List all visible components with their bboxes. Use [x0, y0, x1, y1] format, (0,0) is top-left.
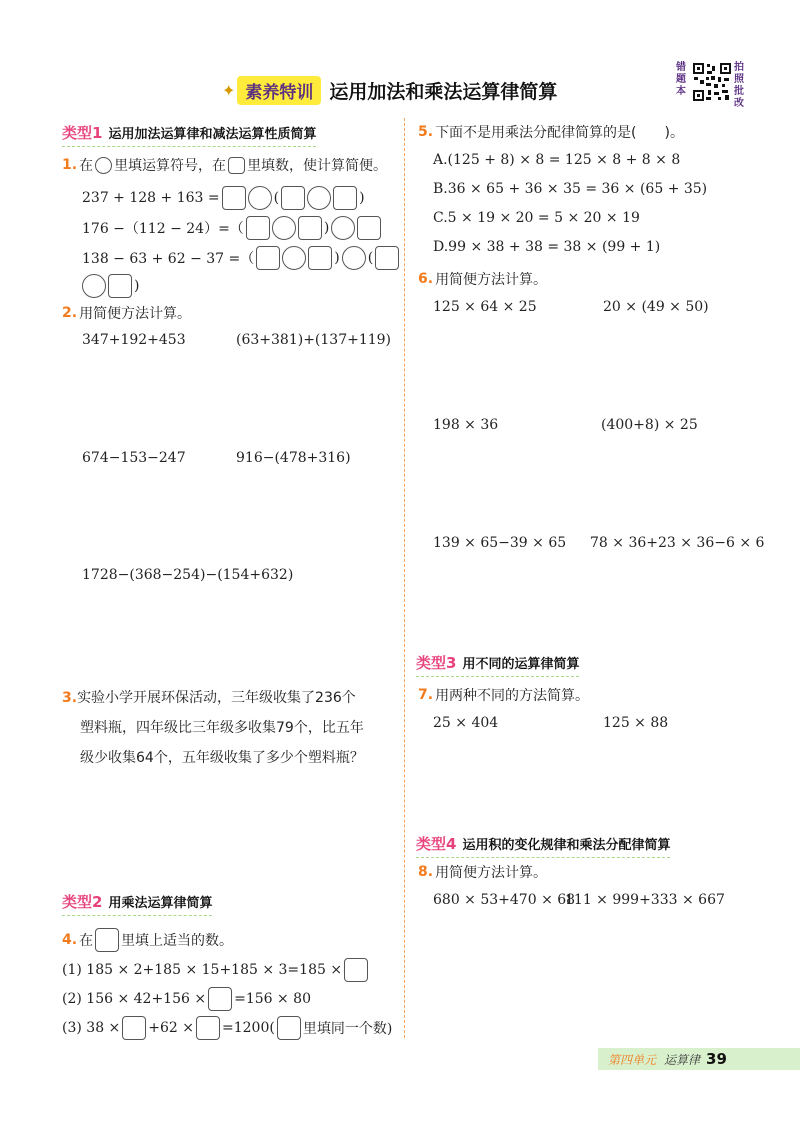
answer-square[interactable]: [222, 186, 246, 210]
operator-circle[interactable]: [82, 274, 106, 298]
q2-expression: (63+381)+(137+119): [236, 332, 392, 348]
question-number: 6.: [418, 271, 434, 287]
question-6-prompt: [418, 269, 547, 289]
prompt-text: 里填数，使计算简便。: [247, 158, 388, 174]
q6-expression: 78 × 36+23 × 36−6 × 6: [590, 535, 765, 551]
answer-square[interactable]: [108, 274, 132, 298]
expression-text: +62 ×: [148, 1020, 195, 1036]
paren: ): [359, 190, 365, 206]
paren: (: [367, 250, 374, 266]
answer-square[interactable]: [344, 958, 368, 982]
expression-text: (1) 185 × 2+185 × 15+185 × 3=185 ×: [62, 962, 343, 978]
square-blank-icon: [277, 1016, 301, 1040]
expression-text: (3) 38 ×: [62, 1020, 121, 1036]
title-text: 运用加法和乘法运算律简算: [329, 80, 558, 103]
q5-option-c[interactable]: C.5 × 19 × 20 = 5 × 20 × 19: [433, 210, 640, 226]
page-title: [222, 76, 557, 104]
question-number: 4.: [62, 932, 78, 948]
answer-square[interactable]: [281, 186, 305, 210]
expression-text: 237 + 128 + 163 =: [82, 190, 220, 206]
qr-right-label: 拍照批改: [734, 62, 744, 109]
prompt-text: 用简便方法计算。: [79, 306, 192, 322]
qr-code-icon[interactable]: [692, 62, 732, 102]
question-2-prompt: [62, 303, 191, 323]
expression-text: 138 − 63 + 62 − 37 =（: [82, 251, 255, 267]
question-8-prompt: [418, 862, 547, 882]
question-7-prompt: [418, 685, 589, 705]
q2-expression: 347+192+453: [82, 332, 186, 348]
section-name: 运用积的变化规律和乘法分配律简算: [462, 838, 671, 853]
footer-unit: 第四单元: [608, 1052, 657, 1067]
answer-square[interactable]: [375, 246, 399, 270]
answer-square[interactable]: [333, 186, 357, 210]
question-3: [62, 683, 402, 773]
q6-expression: 125 × 64 × 25: [433, 299, 537, 315]
q7-expression: 125 × 88: [603, 715, 669, 731]
operator-circle[interactable]: [331, 216, 355, 240]
question-4-prompt: [62, 928, 233, 952]
expression-text: (2) 156 × 42+156 ×: [62, 991, 207, 1007]
section-name: 用不同的运算律简算: [462, 657, 580, 672]
question-1-prompt: [62, 155, 387, 175]
section-type4: [416, 833, 670, 858]
operator-circle[interactable]: [248, 186, 272, 210]
section-name: 运用加法运算律和减法运算性质简算: [108, 127, 317, 142]
page-footer: [598, 1048, 800, 1070]
operator-circle[interactable]: [307, 186, 331, 210]
square-blank-icon: [228, 157, 245, 174]
footer-subject: 运算律: [664, 1052, 701, 1067]
prompt-text: 里填运算符号，在: [114, 158, 227, 174]
prompt-text: 塑料瓶，四年级比三年级多收集79个，比五年: [80, 720, 364, 736]
section-type3: [416, 652, 579, 677]
answer-square[interactable]: [196, 1016, 220, 1040]
question-5-prompt: [418, 122, 684, 142]
q6-expression: 20 × (49 × 50): [603, 299, 709, 315]
paren: (: [273, 190, 280, 206]
answer-square[interactable]: [308, 246, 332, 270]
circle-blank-icon: [95, 157, 112, 174]
expression-text: =156 × 80: [234, 991, 311, 1007]
square-blank-icon: [95, 928, 119, 952]
prompt-text: 实验小学开展环保活动，三年级收集了236个: [77, 690, 356, 706]
section-type2: [62, 891, 212, 916]
answer-square[interactable]: [357, 216, 381, 240]
answer-square[interactable]: [208, 987, 232, 1011]
q1-expression-1: [82, 186, 365, 210]
prompt-text: 里填上适当的数。: [121, 933, 234, 949]
prompt-text: 级少收集64个，五年级收集了多少个塑料瓶？: [80, 750, 364, 766]
q8-expression: 680 × 53+470 × 68: [433, 892, 576, 908]
q1-expression-3-cont: [82, 274, 139, 298]
question-number: 7.: [418, 687, 434, 703]
operator-circle[interactable]: [282, 246, 306, 270]
q1-expression-2: [82, 216, 381, 240]
answer-square[interactable]: [298, 216, 322, 240]
page-number: 39: [706, 1050, 727, 1068]
q1-expression-3: [82, 246, 399, 270]
q5-option-d[interactable]: D.99 × 38 + 38 = 38 × (99 + 1): [433, 239, 661, 255]
prompt-text: 在: [79, 933, 94, 949]
q8-expression: 111 × 999+333 × 667: [565, 892, 725, 908]
question-number: 2.: [62, 305, 78, 321]
qr-code-panel[interactable]: [676, 62, 746, 109]
q2-expression: 1728−(368−254)−(154+632): [82, 567, 294, 583]
sparkle-icon: ✦: [222, 80, 236, 100]
q5-option-b[interactable]: B.36 × 65 + 36 × 35 = 36 × (65 + 35): [433, 181, 708, 197]
q2-expression: 674−153−247: [82, 450, 186, 466]
q6-expression: 198 × 36: [433, 417, 499, 433]
qr-left-label: 错题本: [676, 62, 686, 97]
section-tag: 类型4: [416, 835, 457, 853]
q6-expression: 139 × 65−39 × 65: [433, 535, 567, 551]
q6-expression: (400+8) × 25: [601, 417, 698, 433]
question-number: 1.: [62, 157, 78, 173]
paren: ): [334, 250, 340, 266]
q7-expression: 25 × 404: [433, 715, 499, 731]
q2-expression: 916−(478+316): [236, 450, 351, 466]
question-number: 3.: [62, 690, 78, 706]
answer-square[interactable]: [246, 216, 270, 240]
q5-option-a[interactable]: A.(125 + 8) × 8 = 125 × 8 + 8 × 8: [433, 152, 681, 168]
expression-text: 里填同一个数): [302, 1021, 393, 1037]
paren: ): [134, 278, 140, 294]
expression-text: 176 −（112 − 24）=（: [82, 221, 244, 237]
operator-circle[interactable]: [342, 246, 366, 270]
title-badge: 素养特训: [237, 76, 321, 105]
prompt-text: 用简便方法计算。: [435, 865, 548, 881]
prompt-text: 用两种不同的方法简算。: [435, 688, 590, 704]
q4-item-3: [62, 1016, 392, 1040]
answer-square[interactable]: [122, 1016, 146, 1040]
section-name: 用乘法运算律简算: [108, 896, 213, 911]
prompt-text: 在: [79, 158, 94, 174]
section-tag: 类型1: [62, 124, 103, 142]
question-number: 8.: [418, 864, 434, 880]
answer-square[interactable]: [256, 246, 280, 270]
column-divider: [404, 118, 405, 1038]
section-tag: 类型3: [416, 654, 457, 672]
section-type1: [62, 122, 316, 147]
operator-circle[interactable]: [272, 216, 296, 240]
q4-item-1: [62, 958, 368, 982]
prompt-text: 用简便方法计算。: [435, 272, 548, 288]
prompt-text: 下面不是用乘法分配律简算的是( )。: [435, 125, 684, 141]
q4-item-2: [62, 987, 311, 1011]
section-tag: 类型2: [62, 893, 103, 911]
expression-text: =1200(: [222, 1020, 275, 1036]
question-number: 5.: [418, 124, 434, 140]
paren: ): [323, 220, 330, 236]
